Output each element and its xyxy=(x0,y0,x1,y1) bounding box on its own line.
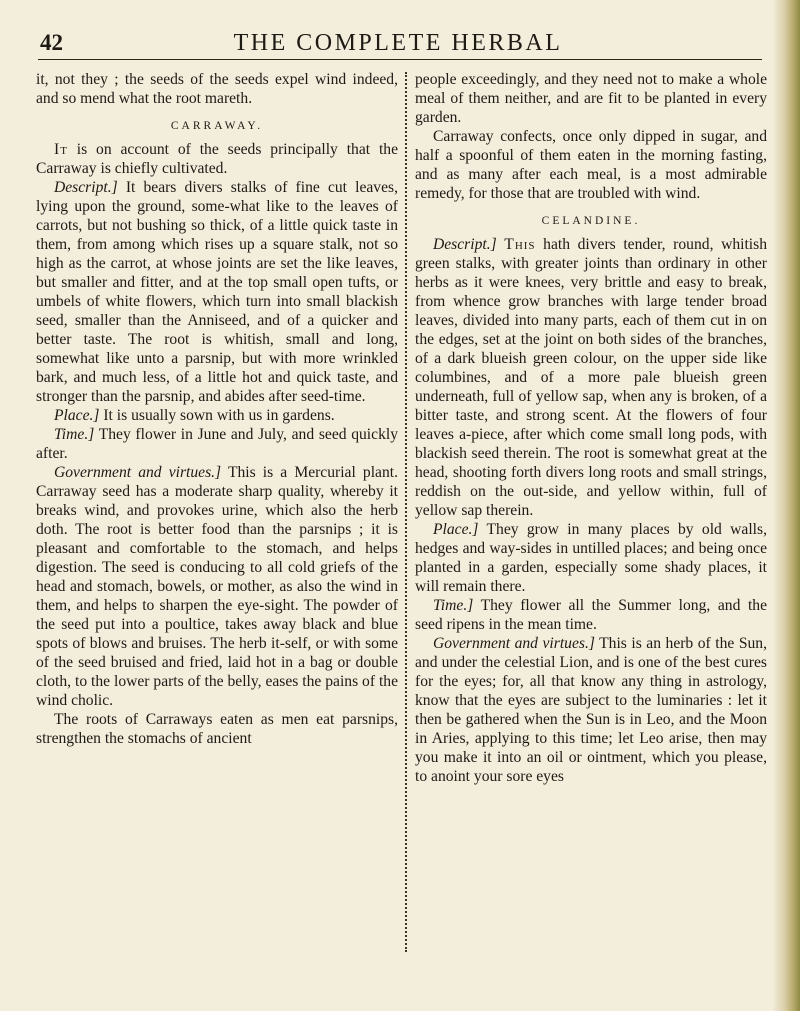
descript-text: It bears divers stalks of fine cut leaves, lying upon the ground, some-what like to the leaves of carrots, but not bushing so thick, of a little quick taste in them, from among which rises up a square stalk, not so high as the carrot, at whose joints are set the like leaves, but smaller and fitter, and at the top small open tufts, or umbels of white flowers, which turn into small blackish seed, smaller than the Anniseed, and of a quicker and better taste. The root is whitish, small and long, somewhat like unto a parsnip, but with more wrinkled bark, and much less, of a little hot and quick taste, and stronger than the parsnip, and abides after seed-time. xyxy=(36,179,398,405)
carraway-description xyxy=(36,178,398,406)
confects-paragraph: Carraway confects, once only dipped in sugar, and half a spoonful of them eaten in the morning fasting, and as many after each meal, is a most admirable remedy, for those that are troubled with wind. xyxy=(415,128,767,202)
time-text: They flower all the Summer long, and the seed ripens in the mean time. xyxy=(415,597,767,633)
celandine-government xyxy=(415,634,767,786)
column-divider xyxy=(405,72,407,952)
opening-text: is on account of the seeds principally that the Carraway is chiefly cultivated. xyxy=(36,141,398,177)
carraway-place xyxy=(36,406,398,425)
descript-label: Descript.] xyxy=(54,179,118,196)
government-label: Government and virtues.] xyxy=(433,635,595,652)
place-text: They grow in many places by old walls, hedges and way-sides in untilled places; and being once planted in a garden, especially some shady places, it will remain there. xyxy=(415,521,767,595)
time-label: Time.] xyxy=(54,426,95,443)
celandine-time xyxy=(415,596,767,634)
time-text: They flower in June and July, and seed quickly after. xyxy=(36,426,398,462)
descript-first-word: This xyxy=(504,236,536,253)
right-column xyxy=(415,70,767,786)
descript-label: Descript.] xyxy=(433,236,497,253)
section-title-carraway: CARRAWAY. xyxy=(170,120,264,132)
place-label: Place.] xyxy=(433,521,479,538)
carraway-time xyxy=(36,425,398,463)
carraway-roots-paragraph: The roots of Carraways eaten as men eat parsnips, strengthen the stomachs of ancient xyxy=(36,711,398,747)
opening-first-word: It xyxy=(54,141,68,158)
continuation-paragraph: people exceedingly, and they need not to make a whole meal of them neither, and are fit to be planted in every garden. xyxy=(415,71,767,126)
header-rule xyxy=(38,59,762,60)
carraway-government xyxy=(36,463,398,710)
section-title-celandine: CELANDINE. xyxy=(541,215,641,227)
place-text: It is usually sown with us in gardens. xyxy=(99,407,335,424)
time-label: Time.] xyxy=(433,597,474,614)
place-label: Place.] xyxy=(54,407,100,424)
government-text: This is an herb of the Sun, and under the celestial Lion, and is one of the best cures for the eyes; for, all that know any thing in astrology, know that the eyes are subject to the luminaries : let it then be gathered when the Sun is in Leo, and the Moon in Aries, applying to this time; let Leo arise, then may you make it into an oil or ointment, which you please, to anoint your sore eyes xyxy=(415,635,767,785)
page-number: 42 xyxy=(40,30,63,55)
page-edge-shadow xyxy=(772,0,800,1011)
running-head: THE COMPLETE HERBAL xyxy=(233,30,563,56)
left-column xyxy=(36,70,398,748)
celandine-place xyxy=(415,520,767,596)
government-text: This is a Mercurial plant. Carraway seed has a moderate sharp quality, whereby it breaks wind, and provokes urine, which also the herb doth. The root is better food than the parsnips ; it is pleasant and comfortable to the stomach, and helps digestion. The seed is conducing to all cold griefs of the head and stomach, bowels, or mother, as also the wind in them, and helps to sharpen the eye-sight. The powder of the seed put into a poultice, takes away black and blue spots of blows and bruises. The herb it-self, or with some of the seed bruised and fried, laid hot in a bag or double cloth, to the lower parts of the belly, eases the pains of the wind cholic. xyxy=(36,464,398,709)
intro-paragraph: it, not they ; the seeds of the seeds expel wind indeed, and so mend what the root mareth. xyxy=(36,71,398,107)
carraway-opening-paragraph xyxy=(36,140,398,178)
celandine-description xyxy=(415,235,767,520)
government-label: Government and virtues.] xyxy=(54,464,222,481)
descript-text: hath divers tender, round, whitish green stalks, with greater joints than ordinary in other herbs as it were knees, very brittle and easy to break, from whence grow branches with large tender broad leaves, divided into many parts, each of them cut in on the edges, set at the joint on both sides of the branches, of a dark blueish green colour, on the upper side like columbines, and of a more pale blueish green underneath, full of yellow sap, when any is broken, of a bitter taste, and strong scent. At the flowers of four leaves a-piece, after which come small long pods, with blackish seed therein. The root is somewhat great at the head, shooting forth divers long roots and small strings, reddish on the out-side, and yellow within, full of yellow sap therein. xyxy=(415,236,767,519)
page-header xyxy=(38,28,758,58)
